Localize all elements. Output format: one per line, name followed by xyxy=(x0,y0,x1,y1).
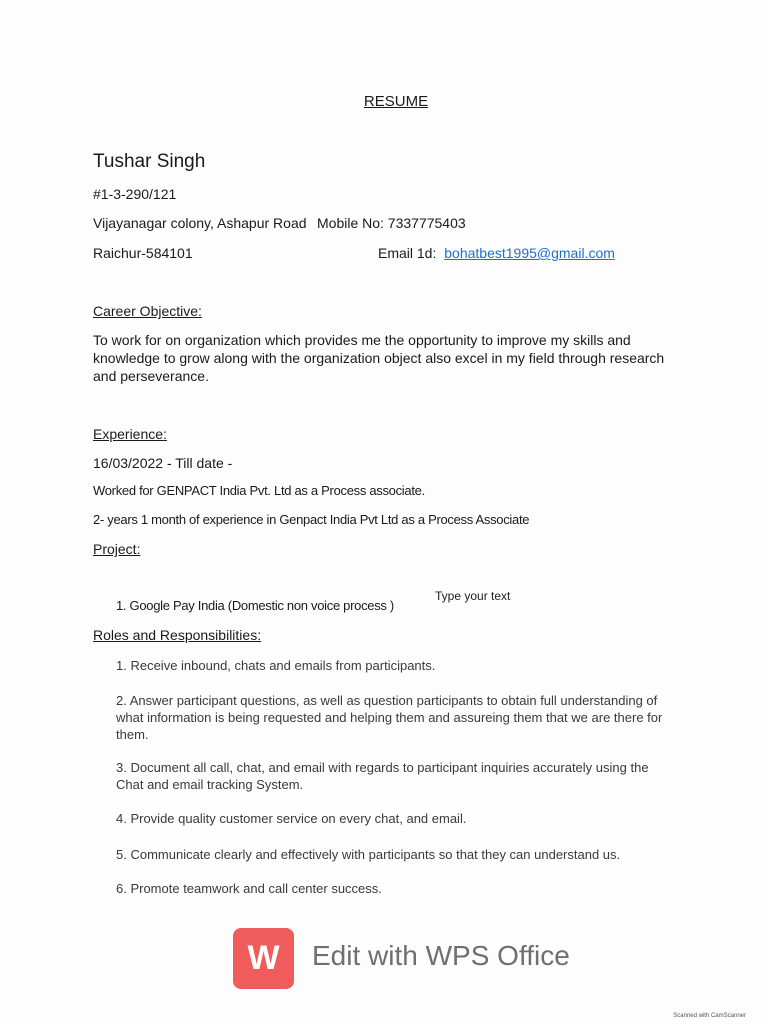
candidate-name: Tushar Singh xyxy=(93,151,206,172)
role-item-4: 4. Provide quality customer service on every chat, and email. xyxy=(116,811,467,826)
experience-line-2: 2- years 1 month of experience in Genpact India Pvt Ltd as a Process Associate xyxy=(93,512,530,527)
role-item-1: 1. Receive inbound, chats and emails from participants. xyxy=(116,658,436,673)
wps-watermark-text[interactable]: Edit with WPS Office xyxy=(312,940,570,971)
career-objective-text: To work for on organization which provides me the opportunity to improve my skills and knowledge to grow along with the organization object also excel in my field through research and perseverance. xyxy=(93,332,665,384)
address-line-1: #1-3-290/121 xyxy=(93,186,177,202)
email-link[interactable]: bohatbest1995@gmail.com xyxy=(444,245,615,261)
role-item-5: 5. Communicate clearly and effectively with participants so that they can understand us. xyxy=(116,847,621,862)
experience-line-1: Worked for GENPACT India Pvt. Ltd as a Process associate. xyxy=(93,483,425,498)
placeholder-note: Type your text xyxy=(435,589,511,603)
mobile-number: Mobile No: 7337775403 xyxy=(317,215,466,231)
project-item: 1. Google Pay India (Domestic non voice process ) xyxy=(116,598,394,613)
experience-dates: 16/03/2022 - Till date - xyxy=(93,455,233,471)
scanner-footer: Scanned with CamScanner xyxy=(673,1013,746,1019)
role-item-3: 3. Document all call, chat, and email with regards to participant inquiries accurately using the Chat and email tracking System. xyxy=(116,760,649,792)
email-label: Email 1d: xyxy=(378,245,437,261)
email-row xyxy=(378,245,615,261)
city-pincode: Raichur-584101 xyxy=(93,245,193,261)
project-heading: Project: xyxy=(93,541,141,557)
address-line-2: Vijayanagar colony, Ashapur Road xyxy=(93,215,307,231)
roles-heading: Roles and Responsibilities: xyxy=(93,627,262,643)
role-item-2: 2. Answer participant questions, as well as question participants to obtain full understanding of what information is being requested and helping them and assureing them that we are there for them. xyxy=(116,693,663,742)
experience-heading: Experience: xyxy=(93,426,167,442)
wps-logo-icon[interactable]: W xyxy=(233,928,294,989)
career-objective-heading: Career Objective: xyxy=(93,303,202,319)
resume-title: RESUME xyxy=(363,93,429,110)
role-item-6: 6. Promote teamwork and call center success. xyxy=(116,881,382,896)
